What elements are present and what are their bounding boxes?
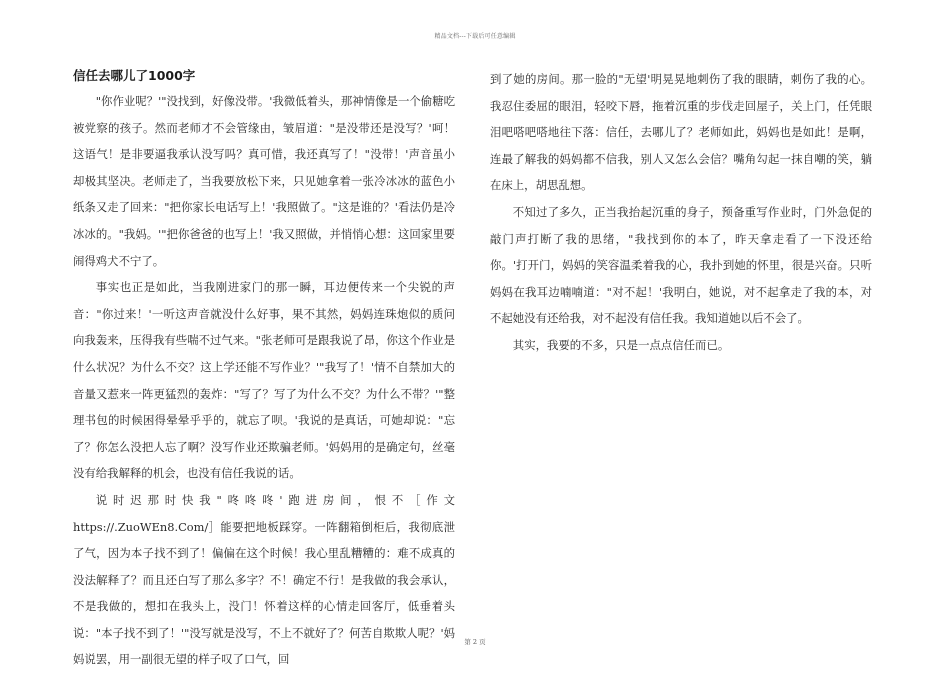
paragraph: 说时迟那时快我"咚咚咚'跑进房间，恨不［作文https://.ZuoWEn8.Com/］能要把地板踩穿。一阵翻箱倒柜后，我彻底泄了气，因为本子找不到了！偏偏在这个时候！我心里乱糟糟的：难不成真的没法解释了？而且还白写了那么多字？不！确定不行！是我做的我会承认，不是我做的，想扣在我头上，没门！怀着这样的心情走回客厅，低垂着头说："本子找不到了！'"没写就是没写，不上不就好了？何苦自欺欺人呢？'妈妈说罢，用一副很无望的样子叹了口气，回	[73, 492, 455, 667]
page-number: 第 2 页	[464, 638, 486, 646]
right-column	[490, 66, 872, 359]
paragraph-continued: 到了她的房间。那一脸的"无望'明晃晃地刺伤了我的眼睛，刺伤了我的心。我忍住委屈的眼泪，轻咬下唇，拖着沉重的步伐走回屋子，关上门，任凭眼泪吧嗒吧嗒地往下落：信任，去哪儿了？老师如此，妈妈也是如此！是啊，连最了解我的妈妈都不信我，别人又怎么会信？嘴角勾起一抹自嘲的笑，躺在床上，胡思乱想。	[490, 72, 872, 193]
article-title: 信任去哪儿了1000字	[73, 68, 196, 83]
paragraph: 事实也正是如此，当我刚进家门的那一瞬，耳边便传来一个尖锐的声音："你过来！'一听这声音就没什么好事，果不其然，妈妈连珠炮似的质问向我轰来，压得我有些喘不过气来。"张老师可是跟我说了昂，你这个作业是什么状况？为什么不交？这上学还能不写作业？'"我写了！'情不自禁加大的音量又惹来一阵更猛烈的轰炸："写了？写了为什么不交？为什么不带？'"整理书包的时候困得晕晕乎乎的，就忘了呗。'我说的是真话，可她却说："忘了？你怎么没把人忘了啊？没写作业还欺骗老师。'妈妈用的是确定句，丝毫没有给我解释的机会，也没有信任我说的话。	[73, 280, 455, 481]
page-header: 精品文档---下载后可任意编辑	[434, 33, 516, 40]
paragraph: 其实，我要的不多，只是一点点信任而已。	[512, 337, 730, 352]
paragraph: 不知过了多久，正当我抬起沉重的身子，预备重写作业时，门外急促的敲门声打断了我的思绪，"我找到你的本了，昨天拿走看了一下没还给你。'打开门，妈妈的笑容温柔着我的心，我扑到她的怀里，很是兴奋。只听妈妈在我耳边喃喃道："对不起！'我明白，她说，对不起拿走了我的本，对不起她没有还给我，对不起没有信任我。我知道她以后不会了。	[490, 204, 872, 326]
left-column	[73, 66, 455, 673]
paragraph: "你作业呢？'"没找到，好像没带。'我微低着头，那神情像是一个偷糖吃被党察的孩子。然而老师才不会管缘由，皱眉道："是没带还是没写？'呵！这语气！是非要逼我承认没写吗？真可惜，我还真写了！"没带！'声音虽小却极其坚决。老师走了，当我要放松下来，只见她拿着一张冷冰冰的蓝色小纸条又走了回来："把你家长电话写上！'我照做了。"这是谁的？'看法仍是冷冰冰的。"我妈。'"把你爸爸的也写上！'我又照做，并悄悄心想：这回家里要闹得鸡犬不宁了。	[73, 94, 455, 268]
